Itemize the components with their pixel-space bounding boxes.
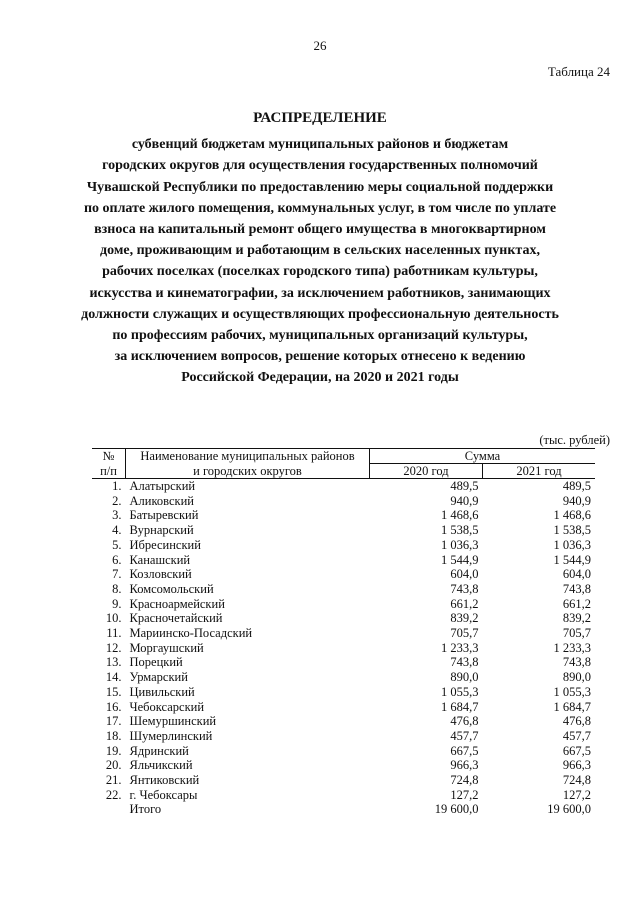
header-num-sub: п/п — [92, 464, 126, 479]
table-row — [92, 582, 595, 597]
row-value-2020: 661,2 — [450, 596, 479, 611]
title-line: по профессиям рабочих, муниципальных организаций культуры, — [112, 328, 528, 344]
header-sum: Сумма — [370, 449, 596, 464]
table-row — [92, 641, 595, 656]
row-value-2020: 1 055,3 — [441, 684, 479, 699]
title-line: рабочих поселках (поселках городского типа) работникам культуры, — [102, 264, 538, 280]
row-value-2020: 127,2 — [450, 787, 479, 802]
title-line: Российской Федерации, на 2020 и 2021 годы — [181, 370, 459, 386]
row-value-2020: 604,0 — [450, 567, 479, 582]
row-value-2021: 476,8 — [562, 714, 591, 729]
table-row — [92, 758, 595, 773]
row-district-name: Аликовский — [129, 493, 194, 508]
row-district-name: Чебоксарский — [129, 699, 205, 714]
total-value-2021: 19 600,0 — [547, 802, 591, 817]
row-value-2020: 1 538,5 — [441, 523, 479, 538]
table-row — [92, 553, 595, 568]
row-value-2021: 1 538,5 — [553, 523, 591, 538]
row-district-name: Янтиковский — [129, 773, 200, 788]
header-name-sub: и городских округов — [126, 464, 370, 479]
table-row — [92, 655, 595, 670]
row-value-2021: 1 684,7 — [553, 699, 591, 714]
table-row — [92, 538, 595, 553]
table-row — [92, 700, 595, 715]
row-value-2021: 1 036,3 — [553, 537, 591, 552]
title-line: Чувашской Республики по предоставлению меры социальной поддержки — [86, 179, 554, 195]
row-value-2021: 743,8 — [562, 581, 591, 596]
table-label: Таблица 24 — [547, 64, 610, 79]
row-value-2020: 1 036,3 — [441, 537, 479, 552]
header-year-2021: 2021 год — [483, 464, 596, 479]
row-number: 15. — [105, 684, 122, 699]
row-value-2020: 724,8 — [450, 773, 479, 788]
row-district-name: Красночетайский — [129, 611, 223, 626]
units-label: (тыс. рублей) — [539, 433, 610, 447]
header-num: № — [92, 449, 126, 464]
row-value-2021: 839,2 — [562, 611, 591, 626]
row-value-2020: 839,2 — [450, 611, 479, 626]
row-number: 2. — [112, 493, 122, 508]
row-number: 22. — [105, 787, 122, 802]
row-value-2020: 890,0 — [450, 670, 479, 685]
row-number: 1. — [112, 479, 122, 493]
row-number: 11. — [106, 626, 122, 641]
table-row — [92, 626, 595, 641]
table-row — [92, 597, 595, 612]
header-name: Наименование муниципальных районов — [126, 449, 370, 464]
row-value-2021: 890,0 — [562, 670, 591, 685]
row-value-2020: 457,7 — [450, 728, 479, 743]
table-row — [92, 714, 595, 729]
total-number — [92, 802, 126, 817]
total-value-2020: 19 600,0 — [434, 802, 479, 817]
distribution-table — [92, 448, 595, 817]
row-number: 10. — [105, 611, 122, 626]
row-value-2020: 1 468,6 — [441, 508, 479, 523]
row-value-2021: 743,8 — [562, 655, 591, 670]
row-value-2020: 743,8 — [450, 581, 479, 596]
table-row — [92, 670, 595, 685]
title-heading: РАСПРЕДЕЛЕНИЕ — [253, 110, 387, 126]
row-value-2021: 489,5 — [562, 479, 591, 493]
row-value-2021: 705,7 — [562, 626, 591, 641]
row-district-name: Урмарский — [129, 670, 188, 685]
row-value-2020: 1 544,9 — [441, 552, 479, 567]
table-row — [92, 729, 595, 744]
row-number: 5. — [112, 537, 122, 552]
row-number: 19. — [105, 743, 122, 758]
row-value-2021: 1 233,3 — [553, 640, 591, 655]
row-number: 4. — [112, 523, 122, 538]
row-number: 3. — [112, 508, 122, 523]
row-district-name: Яльчикский — [129, 758, 193, 773]
total-label: Итого — [129, 802, 162, 817]
row-value-2020: 966,3 — [450, 758, 479, 773]
page-number: 26 — [313, 38, 327, 53]
row-district-name: Комсомольский — [129, 581, 214, 596]
table-row — [92, 523, 595, 538]
row-number: 8. — [112, 581, 122, 596]
row-value-2020: 940,9 — [450, 493, 479, 508]
row-value-2020: 1 684,7 — [441, 699, 479, 714]
row-district-name: Вурнарский — [129, 523, 194, 538]
row-value-2020: 667,5 — [450, 743, 479, 758]
row-district-name: Батыревский — [129, 508, 199, 523]
row-number: 21. — [105, 773, 122, 788]
row-value-2020: 705,7 — [450, 626, 479, 641]
title-line: должности служащих и осуществляющих профессиональную деятельность — [81, 306, 559, 322]
row-number: 14. — [105, 670, 122, 685]
table-row — [92, 479, 595, 494]
row-value-2021: 966,3 — [562, 758, 591, 773]
row-district-name: г. Чебоксары — [129, 787, 198, 802]
row-number: 17. — [105, 714, 122, 729]
title-line: за исключением вопросов, решение которых отнесено к ведению — [114, 349, 526, 365]
title-line: субвенций бюджетам муниципальных районов и бюджетам — [131, 137, 509, 153]
row-value-2021: 127,2 — [562, 787, 591, 802]
row-number: 18. — [105, 728, 122, 743]
row-value-2020: 743,8 — [450, 655, 479, 670]
row-number: 16. — [105, 699, 122, 714]
row-district-name: Цивильский — [129, 684, 195, 699]
row-number: 7. — [112, 567, 122, 582]
row-number: 9. — [112, 596, 122, 611]
title-line: искусства и кинематографии, за исключением работников, занимающих — [89, 285, 551, 301]
title-line: взноса на капитальный ремонт общего имущества в многоквартирном — [94, 222, 546, 238]
table-row — [92, 788, 595, 803]
table-row — [92, 494, 595, 509]
row-number: 20. — [105, 758, 122, 773]
row-value-2020: 1 233,3 — [441, 640, 479, 655]
row-district-name: Ядринский — [129, 743, 189, 758]
row-value-2021: 1 544,9 — [553, 552, 591, 567]
row-district-name: Козловский — [129, 567, 192, 582]
table-row — [92, 773, 595, 788]
row-value-2021: 667,5 — [562, 743, 591, 758]
row-number: 6. — [112, 552, 122, 567]
total-row — [92, 802, 595, 817]
row-number: 13. — [105, 655, 122, 670]
table-row — [92, 611, 595, 626]
document-title — [60, 108, 580, 389]
row-district-name: Красноармейский — [129, 596, 225, 611]
table-row — [92, 508, 595, 523]
row-district-name: Шумерлинский — [129, 728, 213, 743]
row-district-name: Порецкий — [129, 655, 183, 670]
table-row — [92, 567, 595, 582]
row-district-name: Моргаушский — [129, 640, 204, 655]
table-row — [92, 744, 595, 759]
row-district-name: Алатырский — [129, 479, 196, 493]
title-line: доме, проживающим и работающим в сельских населенных пунктах, — [100, 243, 540, 259]
title-line: городских округов для осуществления государственных полномочий — [102, 158, 538, 174]
row-value-2021: 1 468,6 — [553, 508, 591, 523]
row-district-name: Мариинско-Посадский — [129, 626, 253, 641]
row-value-2021: 661,2 — [562, 596, 591, 611]
row-value-2020: 476,8 — [450, 714, 479, 729]
table-row — [92, 685, 595, 700]
row-district-name: Шемуршинский — [129, 714, 217, 729]
row-value-2021: 604,0 — [562, 567, 591, 582]
row-value-2021: 457,7 — [562, 728, 591, 743]
row-value-2021: 1 055,3 — [553, 684, 591, 699]
header-year-2020: 2020 год — [370, 464, 483, 479]
row-value-2020: 489,5 — [450, 479, 479, 493]
row-number: 12. — [105, 640, 122, 655]
title-line: по оплате жилого помещения, коммунальных услуг, в том числе по уплате — [83, 200, 557, 216]
table-body — [92, 479, 595, 818]
row-district-name: Ибресинский — [129, 537, 201, 552]
row-value-2021: 940,9 — [562, 493, 591, 508]
row-value-2021: 724,8 — [562, 773, 591, 788]
row-district-name: Канашский — [129, 552, 191, 567]
